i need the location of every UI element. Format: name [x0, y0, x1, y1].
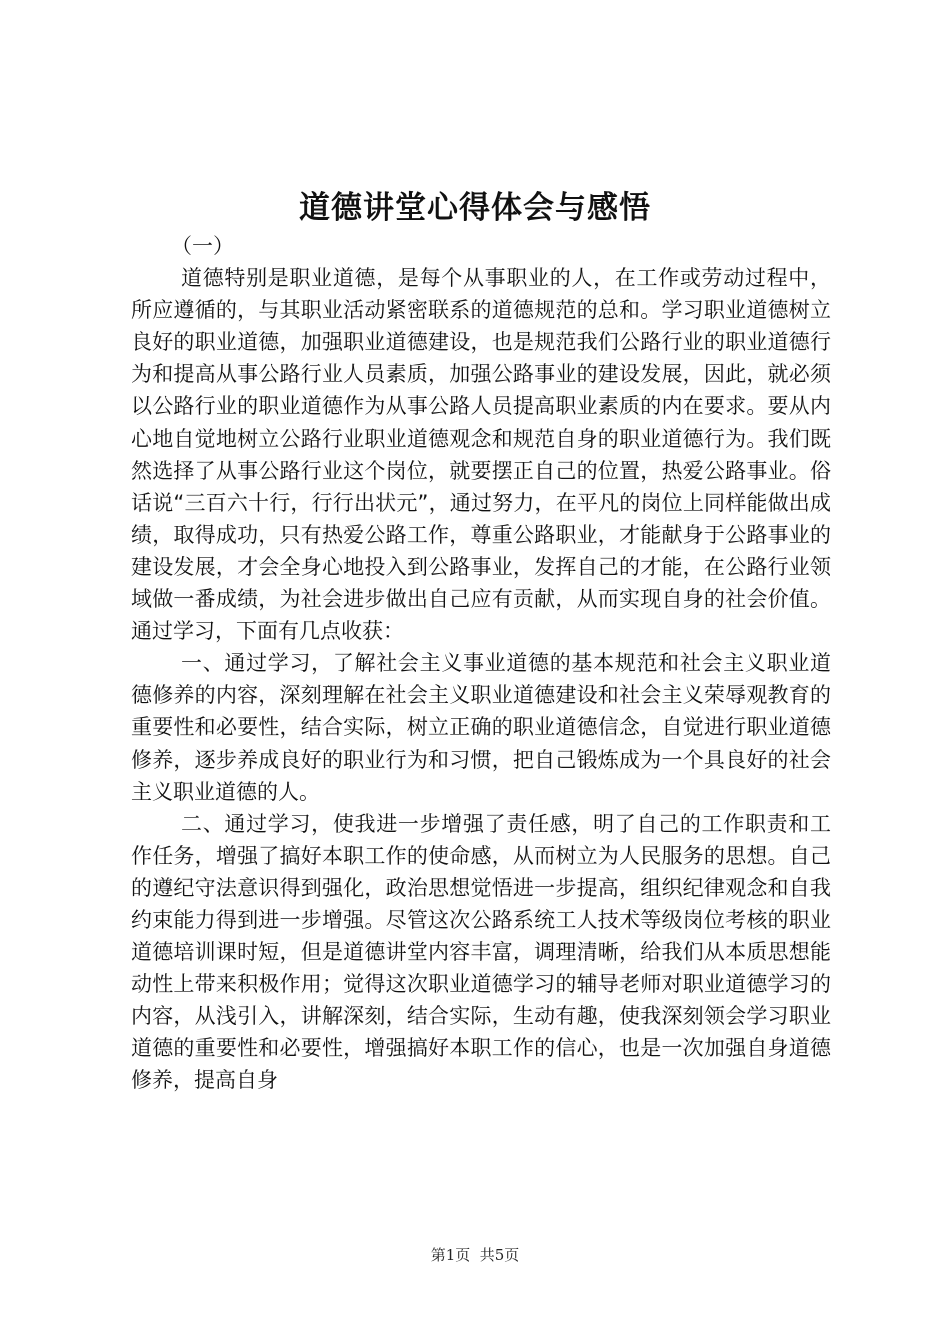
document-body [131, 230, 831, 1097]
body-paragraph-3: 二、通过学习，使我进一步增强了责任感，明了自己的工作职责和工作任务，增强了搞好本职工作的使命感，从而树立为人民服务的思想。自己的遵纪守法意识得到强化，政治思想觉悟进一步提高，组织纪律观念和自我约束能力得到进一步增强。尽管这次公路系统工人技术等级岗位考核的职业道德培训课时短，但是道德讲堂内容丰富，调理清晰，给我们从本质思想能动性上带来积极作用；觉得这次职业道德学习的辅导老师对职业道德学习的内容，从浅引入，讲解深刻，结合实际，生动有趣，使我深刻领会学习职业道德的重要性和必要性，增强搞好本职工作的信心，也是一次加强自身道德修养，提高自身 [131, 811, 831, 1093]
page-footer [0, 1244, 950, 1265]
document-title: 道德讲堂心得体会与感悟 [299, 190, 651, 226]
section-label: （一） [171, 234, 234, 258]
page-number-info: 第1页 共5页 [430, 1246, 520, 1264]
body-paragraph-2: 一、通过学习，了解社会主义事业道德的基本规范和社会主义职业道德修养的内容，深刻理解在社会主义职业道德建设和社会主义荣辱观教育的重要性和必要性，结合实际，树立正确的职业道德信念，自觉进行职业道德修养，逐步养成良好的职业行为和习惯，把自己锻炼成为一个具良好的社会主义职业道德的人。 [131, 651, 831, 804]
body-paragraph-1: 道德特别是职业道德，是每个从事职业的人，在工作或劳动过程中，所应遵循的，与其职业活动紧密联系的道德规范的总和。学习职业道德树立良好的职业道德，加强职业道德建设，也是规范我们公路行业的职业道德行为和提高从事公路行业人员素质，加强公路事业的建设发展，因此，就必须以公路行业的职业道德作为从事公路人员提高职业素质的内在要求。要从内心地自觉地树立公路行业职业道德观念和规范自身的职业道德行为。我们既然选择了从事公路行业这个岗位，就要摆正自己的位置，热爱公路事业。俗话说“三百六十行，行行出状元”，通过努力，在平凡的岗位上同样能做出成绩，取得成功，只有热爱公路工作，尊重公路职业，才能献身于公路事业的建设发展，才会全身心地投入到公路事业，发挥自己的才能，在公路行业领域做一番成绩，为社会进步做出自己应有贡献，从而实现自身的社会价值。通过学习，下面有几点收获： [131, 266, 831, 644]
